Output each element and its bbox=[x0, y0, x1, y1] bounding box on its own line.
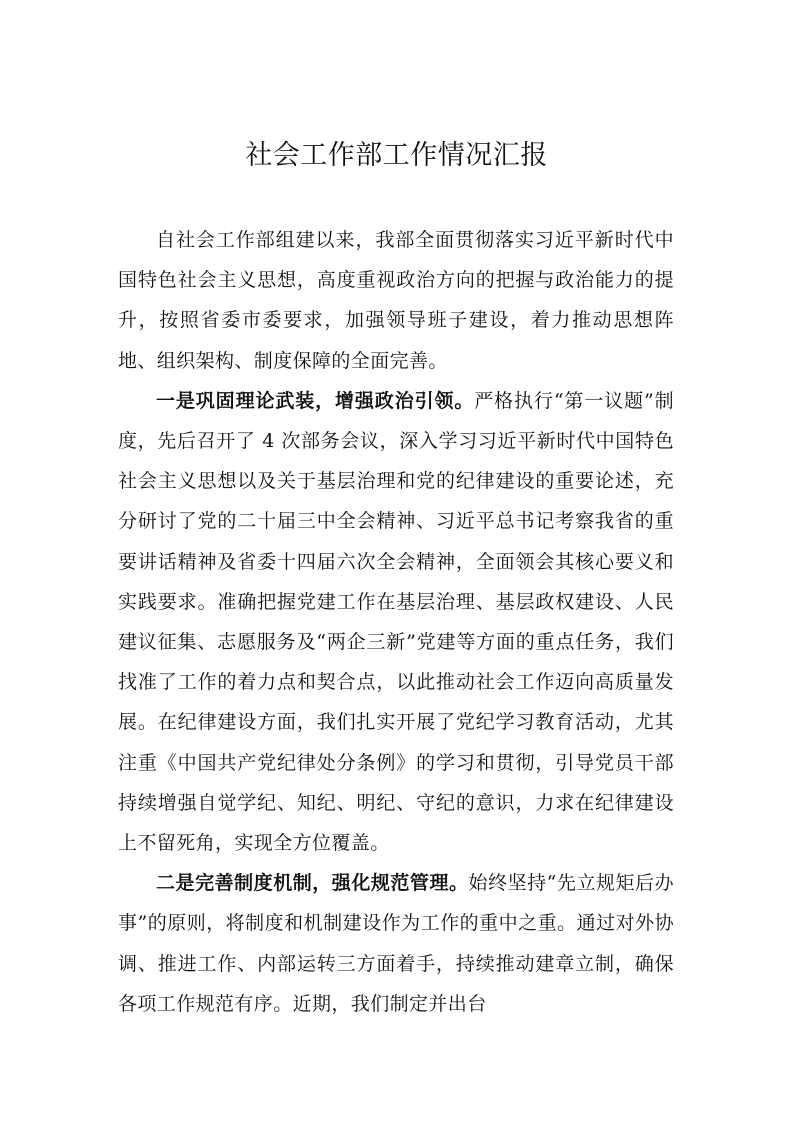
paragraph-intro bbox=[118, 220, 674, 381]
document-body bbox=[118, 220, 674, 1024]
paragraph-text: 严格执行“第一议题”制度，先后召开了 4 次部务会议，深入学习习近平新时代中国特色社会主义思想以及关于基层治理和党的纪律建设的重要论述，充分研讨了党的二十届三中全会精神、习近平总书记考察我省的重要讲话精神及省委十四届六次全会精神，全面领会其核心要义和实践要求。准确把握党建工作在基层治理、基层政权建设、人民建议征集、志愿服务及“两企三新”党建等方面的重点任务，我们找准了工作的着力点和契合点，以此推动社会工作迈向高质量发展。在纪律建设方面，我们扎实开展了党纪学习教育活动，尤其注重《中国共产党纪律处分条例》的学习和贯彻，引导党员干部持续增强自觉学纪、知纪、明纪、守纪的意识，力求在纪律建设上不留死角，实现全方位覆盖。 bbox=[118, 389, 675, 855]
paragraph-text: 自社会工作部组建以来，我部全面贯彻落实习近平新时代中国特色社会主义思想，高度重视政治方向的把握与政治能力的提升，按照省委市委要求，加强领导班子建设，着力推动思想阵地、组织架构、制度保障的全面完善。 bbox=[118, 229, 674, 372]
paragraph-lead: 二是完善制度机制，强化规范管理。 bbox=[156, 872, 469, 895]
document-title: 社会工作部工作情况汇报 bbox=[245, 140, 548, 171]
paragraph-theory bbox=[118, 381, 674, 863]
paragraph-lead: 一是巩固理论武装，增强政治引领。 bbox=[156, 389, 475, 412]
paragraph-text: 始终坚持“先立规矩后办事”的原则，将制度和机制建设作为工作的重中之重。通过对外协调、推进工作、内部运转三方面着手，持续推动建章立制，确保各项工作规范有序。近期，我们制定并出台 bbox=[118, 872, 674, 1015]
paragraph-system bbox=[118, 863, 674, 1024]
